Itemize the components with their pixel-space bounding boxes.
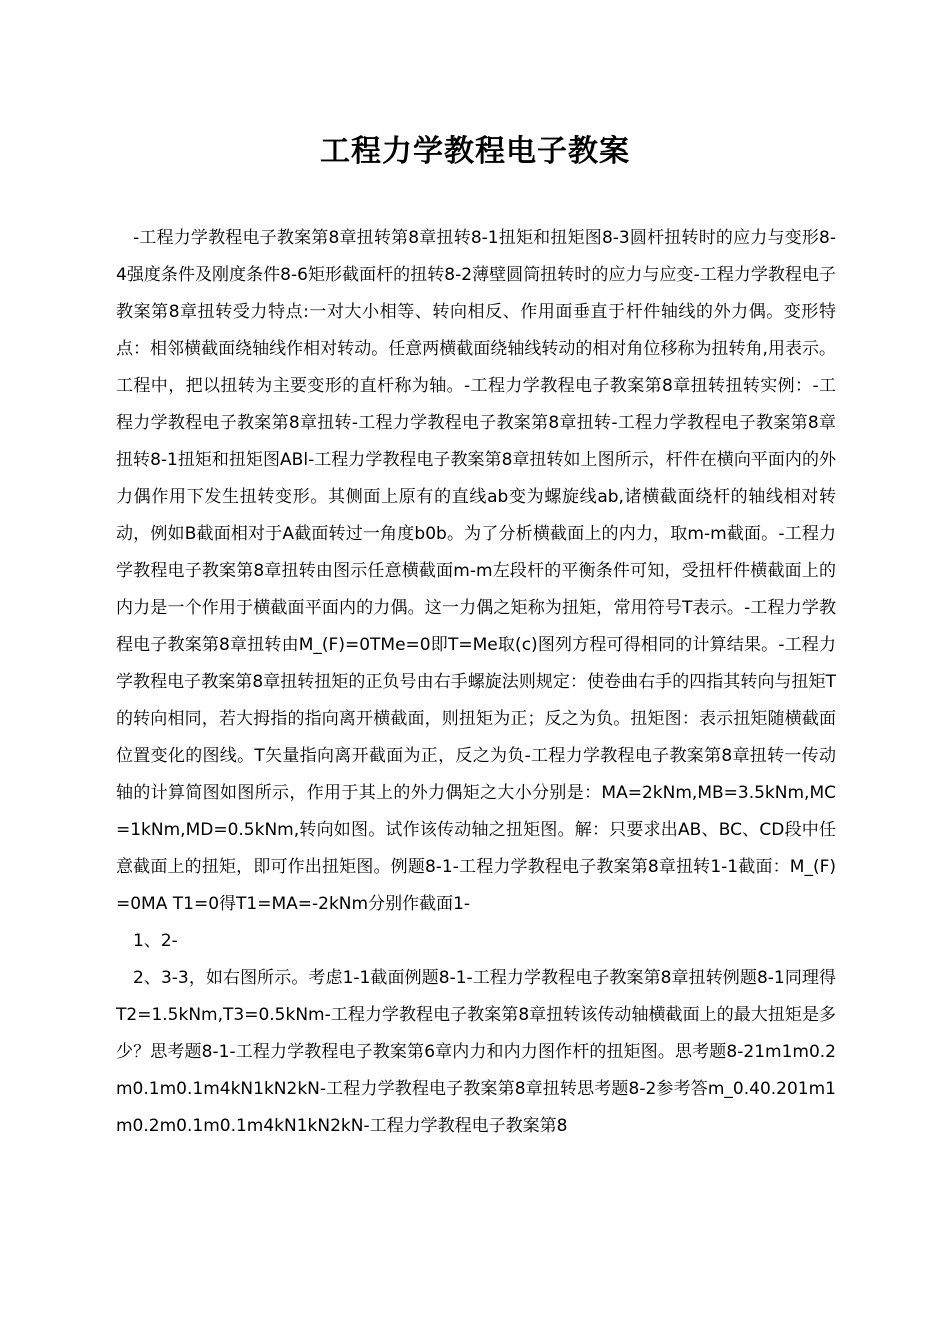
body-paragraph: -工程力学教程电子教案第8章扭转第8章扭转8-1扭矩和扭矩图8-3圆杆扭转时的应力与变形8-4强度条件及刚度条件8-6矩形截面杆的扭转8-2薄壁圆筒扭转时的应力与应变-工程力学教程电子教案第8章扭转受力特点:一对大小相等、转向相反、作用面垂直于杆件轴线的外力偶。变形特点：相邻横截面绕轴线作相对转动。任意两横截面绕轴线转动的相对角位移称为扭转角,用表示。工程中，把以扭转为主要变形的直杆称为轴。-工程力学教程电子教案第8章扭转扭转实例：-工程力学教程电子教案第8章扭转-工程力学教程电子教案第8章扭转-工程力学教程电子教案第8章扭转8-1扭矩和扭矩图ABl-工程力学教程电子教案第8章扭转如上图所示，杆件在横向平面内的外力偶作用下发生扭转变形。其侧面上原有的直线ab变为螺旋线ab,诸横截面绕杆的轴线相对转动，例如B截面相对于A截面转过一角度b0b。为了分析横截面上的内力，取m-m截面。-工程力学教程电子教案第8章扭转由图示任意横截面m-m左段杆的平衡条件可知，受扭杆件横截面上的内力是一个作用于横截面平面内的力偶。这一力偶之矩称为扭矩，常用符号T表示。-工程力学教程电子教案第8章扭转由M_(F)=0TMe=0即T=Me取(c)图列方程可得相同的计算结果。-工程力学教程电子教案第8章扭转扭矩的正负号由右手螺旋法则规定：使卷曲右手的四指其转向与扭矩T的转向相同，若大拇指的指向离开横截面，则扭矩为正；反之为负。扭矩图：表示扭矩随横截面位置变化的图线。T矢量指向离开截面为正，反之为负-工程力学教程电子教案第8章扭转一传动轴的计算简图如图所示，作用于其上的外力偶矩之大小分别是：MA=2kNm,MB=3.5kNm,MC=1kNm,MD=0.5kNm,转向如图。试作该传动轴之扭矩图。解：只要求出AB、BC、CD段中任意截面上的扭矩，即可作出扭矩图。例题8-1-工程力学教程电子教案第8章扭转1-1截面：M_(F)=0MA T1=0得T1=MA=-2kNm分别作截面1- <box>116 228 836 914</box>
body-paragraph: 2、3-3，如右图所示。考虑1-1截面例题8-1-工程力学教程电子教案第8章扭转例题8-1同理得T2=1.5kNm,T3=0.5kNm-工程力学教程电子教案第8章扭转该传动轴横截面上的最大扭矩是多少？思考题8-1-工程力学教程电子教案第6章内力和内力图作杆的扭矩图。思考题8-21m1m0.2m0.1m0.1m4kN1kN2kN-工程力学教程电子教案第8章扭转思考题8-2参考答m_0.40.201m1m0.2m0.1m0.1m4kN1kN2kN-工程力学教程电子教案第8 <box>116 968 836 1136</box>
document-body <box>116 220 836 1145</box>
body-paragraph: 1、2- <box>133 931 178 951</box>
document-title: 工程力学教程电子教案 <box>320 134 630 169</box>
